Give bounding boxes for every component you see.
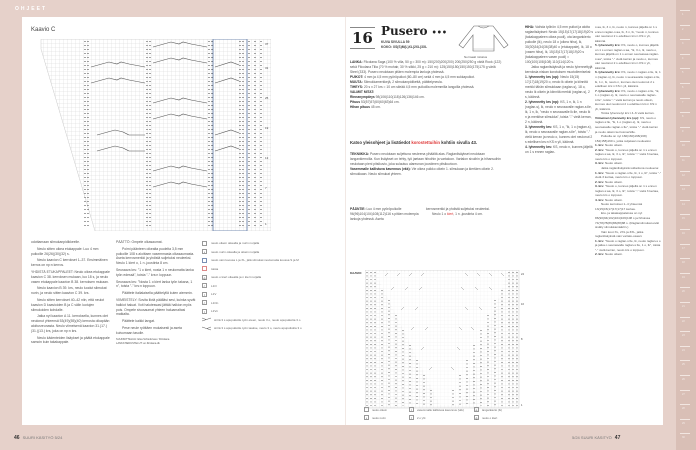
instruction: Etu- ja takakappaleissa on nyt 86(90)94(102)104(106)108 s ja hihoissa 74(78)78(86)86(88)88 s. (Raglansilmukat eivät sisälly silmukkamääriin.) bbox=[595, 211, 659, 230]
ruler-tick bbox=[680, 171, 690, 172]
ruler-tick bbox=[680, 244, 690, 245]
sizes: KOKO: XS(S)M(L)XL(2XL)3XL bbox=[381, 45, 428, 49]
twisted-stitch-icon: ϱ bbox=[475, 416, 478, 420]
pattern-subtitle bbox=[381, 40, 427, 50]
instruction: 5. lyhennetty krs: KS, neulo o, kunnes jäljellä on 1 s ennen raglan-s:aa, "lk, 3 o, lk, neulo o, kunnes jäljellä on 1 s ennen seuraavaa raglan-s:aa", toista "-" vielä kerran ja neulo o, kunnes olet neulonut 2 s edellisen krs:n KS:n yli, käännä. bbox=[595, 43, 659, 70]
paragraph: YHDISTÄ ETUKAPPALEET: Neulo oikea etukappale kaavion C 38. kerroksen mukaan, luo 18 s, ja neulo vasen etukappale kaavion B 38. kerroksen mukaan. bbox=[31, 269, 110, 284]
ruler-tick bbox=[680, 141, 690, 142]
ruler-tick-label: 23 bbox=[682, 334, 685, 338]
ruler-tick bbox=[680, 331, 690, 332]
svg-text:13: 13 bbox=[265, 156, 269, 160]
ruler-tick-label: 11 bbox=[682, 159, 685, 162]
ruler-tick bbox=[680, 360, 690, 361]
instruction: 2. krs: "Neulo o, kunnes jäljellä on 1 s ennen raglan-s:aa, lk, 3 o, lk", toista "-" vielä 3 kertaa, neulo krs o loppuun. bbox=[595, 147, 659, 161]
chart-c-title: Kaavio C bbox=[31, 27, 56, 33]
ruler-tick bbox=[680, 127, 690, 128]
ruler-tick-label: 5 bbox=[682, 71, 684, 75]
paragraph: Jatka nyt kaavion A 11. kerroksella, kunnes olet neulonut yhteensä 53(49)(55)(40) kerrosta olkapään aloitusreunasta. Neulo viimeisenä kaavion 31.(17.)(31.)(13.) krs, joka on np:n krs. bbox=[31, 314, 110, 333]
ruler-tick-label: 28 bbox=[682, 407, 685, 411]
ruler-tick-label: 26 bbox=[682, 378, 685, 381]
paragraph: Neulo kaavion C kerrokset 1–37. Ensimmäinen kerros on np:n kerros. bbox=[31, 258, 108, 268]
paragraph: kerrosmerkki ja yhdistä suljetuksi neuleeksi. bbox=[426, 207, 490, 211]
ruler-tick-label: 19 bbox=[682, 275, 685, 279]
technique bbox=[350, 152, 502, 177]
ruler-tick-label: 10 bbox=[682, 144, 685, 148]
left-column-1 bbox=[31, 240, 111, 347]
ruler-tick bbox=[680, 156, 690, 157]
legend-item bbox=[202, 307, 342, 316]
dot-square-icon: • bbox=[365, 416, 368, 420]
legend-item bbox=[202, 256, 342, 265]
legend-label: siirrä 3 s apupuikolle työn eteen, neulo 3 o, neulo apupuikolta 3 o bbox=[214, 317, 301, 322]
svg-text:19: 19 bbox=[265, 126, 269, 130]
instruction: 1. krs: Neulo oikein. bbox=[595, 143, 623, 148]
yo-icon: o bbox=[475, 408, 478, 412]
instruction: 1. krs: "Neulo o raglan-s:lle, lk, 1 o, lk", toista "-" vielä 3 kertaa, neulo krs o loppuun. bbox=[595, 170, 661, 180]
material-line: MUUTA: Silmukkamerkkejä, 2 silmukanpidikettä, päättelyneula. bbox=[350, 80, 443, 84]
svg-text:1: 1 bbox=[521, 404, 523, 407]
ssk-icon: \ bbox=[409, 407, 414, 412]
ruler-tick bbox=[680, 98, 690, 99]
ruler-tick-label: 14 bbox=[682, 202, 685, 206]
instruction: Jatka raglanlisäyksiä ja neulo lyhennettyjä kerroksia niskan korotuksen muotoilemiseksi: bbox=[525, 65, 593, 74]
ruler-tick bbox=[680, 287, 690, 288]
m1rn-icon: \ bbox=[202, 309, 207, 314]
legend-item bbox=[202, 273, 342, 282]
chart-legend bbox=[202, 239, 342, 333]
left-column-2 bbox=[116, 240, 196, 349]
pattern-title bbox=[381, 24, 447, 38]
materials bbox=[350, 60, 502, 110]
material-line: Rinnanympärys 98(106)110(118)126(136)146 cm. bbox=[350, 95, 425, 99]
diagram-caption: Normaali mitoitus bbox=[464, 55, 488, 59]
instruction: s:aa, lk, 3 n, lk, neulo n, kunnes jäljellä on 1 s ennen raglan-s:aa, lk, 3 n, lk, "neulo n, kunnes olet neulonut 2 s edellisen krs:n KS:n yli, käännä. bbox=[595, 25, 659, 43]
ruler-tick-label: 8 bbox=[682, 115, 684, 119]
chart-legend-item: neulo oikein bbox=[364, 407, 387, 412]
cable-front-icon bbox=[202, 317, 211, 322]
cable-back-icon bbox=[202, 326, 211, 331]
instruction: Vain koot XL, 2XL ja 3XL, jatka raglanlisäyksiä vain vartalo-osaan: bbox=[595, 229, 644, 239]
chart-legend-item: ϱ neulo o kiert bbox=[475, 415, 498, 420]
ruler-tick-label: 20 bbox=[682, 290, 685, 294]
ruler-tick bbox=[680, 54, 690, 55]
ruler-tick-label: 17 bbox=[682, 246, 685, 250]
left-page bbox=[22, 17, 346, 425]
ruler-tick bbox=[680, 185, 690, 186]
ruler-tick bbox=[680, 375, 690, 376]
instruction: HIHA: Vaihda työhön 4,5 mm puikot ja aloita raglanlisäykset: Neulo 15(15)17(17)18(19)20 s (takakappaleen oikea puoli), ota langankierto puikolle (lk), neulo 18 o (oikea hiha), lk, 30(30)34(34)36(38)40 o (etukappale), lk, 18 o (vasen hiha), lk, 15(15)17(17)18(19)20 s (takakappaleen vasen puoli) = 100(100)108(108) 110(114)120 s. bbox=[525, 25, 593, 64]
empty-square-icon bbox=[364, 407, 369, 412]
m1ln-icon: ⁄ bbox=[202, 300, 207, 305]
right-page bbox=[346, 17, 663, 425]
material-line: LANKA: Filcolana Saga (100 % villa, 50 g = 300 m): 150(200)200(200) 200(250)250 g väriä Rock (122) sekä Filcolana Tilia (70 % mohair, 30 % silkki, 25 g = 210 m): 125(150)150(150)150(175)175 g väriä Steel (333). Pusero neulotaan pitäen molempia lankoja yhdessä. bbox=[350, 60, 502, 74]
legend-label: L1O bbox=[211, 283, 217, 288]
twisted-stitch-icon: ϱ bbox=[203, 275, 206, 280]
instruction: 3. krs: Neulo oikein. bbox=[595, 161, 623, 166]
k2tog-icon: / bbox=[409, 415, 414, 420]
svg-text:31: 31 bbox=[265, 66, 269, 70]
chart-legend-item: / 2 o yht bbox=[409, 415, 425, 420]
ruler-tick-label: 9 bbox=[682, 129, 684, 133]
ruler-tick bbox=[680, 433, 690, 434]
ruler-tick-label: 27 bbox=[682, 392, 685, 396]
legend-label: siirrä 3 s apupuikolle työn taakse, neulo 3 o, neulo apupuikolta 3 o bbox=[214, 326, 302, 331]
legend-label: neulo vain koossa L ja XL, jätä silmukat neulomatta koossa S ja M bbox=[211, 258, 299, 263]
blue-square-icon bbox=[202, 258, 207, 263]
paragraph: Poimi päänteen oikealta puolelta 3,5 mm puikoille 108 s aloittaen vasemmasta olkasaumasta. Aseta kerrosmerkki ja yhdistä suljetuksi neuleeksi. Neulo 1 kiert o, 1 n -joustinta 8 cm. bbox=[116, 246, 195, 266]
instruction: Jatka raglanlisäyksiä sulkettuna neuleena: bbox=[601, 165, 659, 170]
ruler-tick bbox=[680, 200, 690, 201]
svg-text:16: 16 bbox=[521, 303, 524, 306]
instruction: 3. lyhennetty krs: KS, 1 o, "lk, 1 o (raglan-s), lk, neulo o seuraavalle raglan-s:lle", toista "-" vielä kerran ja neulo o, kunnes olet neulonut 2 s edellisen krs:n KS:n yli, käännä. bbox=[525, 125, 593, 144]
legend-item bbox=[202, 282, 342, 291]
legend-item bbox=[202, 248, 342, 257]
instruction: Viimeinen lyhennetty krs (op): KS, neulo o raglan-s:lle, "lk, 1 o (raglan-s), lk, neulo o seuraavalle raglan-s:lle", toista "-" vielä kerran ja neulo oikein kerrosmerkille. bbox=[595, 115, 658, 134]
instruction: Toista lyhennetyt krs:t 4–6 vielä kerran. bbox=[601, 111, 655, 116]
ruler-tick bbox=[680, 83, 690, 84]
ruler-tick bbox=[680, 229, 690, 230]
legend-item bbox=[202, 290, 342, 299]
ruler-tick-label: 22 bbox=[682, 319, 685, 323]
ruler-tick bbox=[680, 390, 690, 391]
empty-square-icon bbox=[202, 241, 207, 246]
ruler-tick bbox=[680, 214, 690, 215]
chart-label: KAAVIO bbox=[350, 271, 362, 275]
ruler-tick-label: 3 bbox=[682, 42, 684, 46]
neckline-col-b bbox=[426, 207, 504, 217]
material-line: Hihan pituus 45 cm. bbox=[350, 105, 381, 109]
footer-left bbox=[14, 435, 62, 441]
paragraph: Neulo kädenteiden lisäykset ja päätä etukappale samoin kuin takakappale. bbox=[31, 335, 110, 345]
legend-label: neulo nurin oikealla ja oikein nurjalla bbox=[211, 249, 260, 254]
ruler-tick-label: 6 bbox=[682, 86, 684, 89]
ruler-tick bbox=[680, 10, 690, 11]
instruction: 1. lyhennetty krs (op): Neulo 15(15) 17(17)18(19)20 o, neulo lk oikein ja kiinnitä merkki tähän silmukkaan (raglan-s), 18 o, neulo lk oikein ja kiinnitä merkki (raglan-s), 2 s, käännä. bbox=[525, 75, 590, 99]
section-tag: OHJEET bbox=[15, 6, 48, 12]
material-line: TIHEYS: 20 s x 27 krs = 10 cm sileää 4,5 mm puikoilla molemmilla langoilla yhdessä. bbox=[350, 85, 475, 89]
ruler-tick bbox=[680, 39, 690, 40]
instructions-col-3 bbox=[595, 25, 661, 257]
technique-line: Vasemmalle kallistuva kavennus (vkk): Vie oikea puikko oikein 1. silmukaan ja kiertäen oikein 2. silmukkaan. Neulo silmukat yhteen. bbox=[350, 167, 494, 176]
photo-reference: KUVA SIVULLA 59 bbox=[381, 40, 410, 44]
instruction: 4. krs: Neulo oikein. bbox=[595, 197, 623, 202]
material-line: VALMIIT MITAT: bbox=[350, 90, 375, 94]
neckline-col-a: PÄÄNTIE: Luo 4 mm pyöröpuikolle 96(96)104(104)108(112)116 s pitäen molempia lankoja yhdessä. Aseta bbox=[350, 207, 419, 221]
ruler-tick-label: 24 bbox=[682, 348, 685, 352]
credits: SUUNNITTELIJA: Elsa Schiefervas / Filcolana LANKATIEDUSTELUT: en.filcolana.dk bbox=[116, 337, 170, 346]
legend-label: toista bbox=[211, 266, 219, 271]
general-instructions-note: Katso yleisohjeet ja lisätiedot korostettuihin kohtiin sivulla 43. bbox=[350, 140, 478, 145]
ruler-tick-label: 16 bbox=[682, 232, 685, 235]
paragraph: PÄÄTTÖ: Ompele olkasaumat. bbox=[116, 240, 163, 244]
ruler-tick bbox=[680, 346, 690, 347]
ruler-tick-label: 4 bbox=[682, 56, 684, 60]
svg-text:25: 25 bbox=[265, 96, 269, 100]
paragraph: Pese neule ryöttäen mukaisesti ja aseta kuivumaan tasolle. bbox=[116, 325, 182, 335]
legend-item bbox=[202, 239, 342, 248]
instruction: 4. lyhennetty krs: KS, neulo n, kunnes jäljellä on 1 s ennen raglan- bbox=[525, 145, 593, 154]
paragraph: Neulo sitten kerrokset 40–42 niin, että neulot kaavion D kaavioiden B ja C välin luotujen silmukoiden kohdalle. bbox=[31, 297, 105, 312]
material-line: PUIKOT: 4 mm ja 4,5 mm pyöröpuikot (60–80 cm) sekä 4 mm ja 4,5 mm sukkapuikot. bbox=[350, 75, 475, 79]
chart-legend-item: \ vasemmalle kallistuva kavennus (vkk) bbox=[409, 407, 464, 412]
chart-legend-item: o langankierto (lk) bbox=[475, 407, 502, 412]
paragraph: Päättele italialaisella päättelyllä kuten aiemmin. bbox=[122, 291, 193, 296]
instruction: 2. krs: Neulo oikein. bbox=[595, 252, 623, 257]
footer-right bbox=[572, 435, 620, 441]
material-line: Pituus 53(57)57(60)60(63)64 cm. bbox=[350, 100, 400, 104]
legend-label: L1Vn bbox=[211, 309, 219, 314]
ruler-tick bbox=[680, 25, 690, 26]
edge-ruler bbox=[676, 0, 696, 450]
ruler-tick bbox=[680, 112, 690, 113]
paragraph: Neulo kaavion B 39. krs, neulo luodut silmukat nurin, ja neulo sitten kaavion C 39. krs. bbox=[31, 286, 107, 296]
magazine-name: SUURI KÄSITYÖ 5/24 bbox=[22, 435, 63, 440]
legend-item bbox=[202, 324, 342, 333]
instruction: 6. lyhennetty krs: KS, neulo n raglan-s:lle, lk, 1 n (raglan-s), lk, neulo n seuraavalle raglan-s:lle, lk, 1 n, lk, neulo n, kunnes olet neulonut 2 s edellisen krs:n KS:n yli, käännä. bbox=[595, 70, 661, 89]
ruler-tick-label: 1 bbox=[682, 13, 684, 16]
ruler-tick-label: 30 bbox=[682, 436, 685, 440]
chart-legend-item: • neulo nurin bbox=[365, 415, 386, 420]
ruler-tick-label: 29 bbox=[682, 421, 685, 425]
ruler-tick-label: 2 bbox=[682, 27, 684, 31]
paragraph: Neulo sitten oikea etukappale: Luo 4 mm puikoille 26(26)(30)(32) s. bbox=[31, 246, 99, 256]
legend-item bbox=[202, 265, 342, 274]
ruler-tick bbox=[680, 273, 690, 274]
ruler-tick-label: 12 bbox=[682, 173, 685, 177]
ruler-tick-label: 21 bbox=[682, 305, 685, 308]
instruction: 2. krs: Neulo oikein. bbox=[595, 179, 623, 184]
svg-text:1: 1 bbox=[265, 222, 267, 226]
ruler-tick bbox=[680, 302, 690, 303]
ruler-tick-label: 18 bbox=[682, 261, 685, 265]
svg-text:37: 37 bbox=[265, 42, 269, 46]
m1l-icon: ⁄ bbox=[202, 283, 207, 288]
instruction: 1. krs: "Neulo o raglan-s:lle, lk, neulo raglan-s o ja jatka o seuraavalle raglan-s:lle, 1 o, lk", toista "-" vielä kerran, neulo krs o loppuun. bbox=[595, 238, 661, 252]
ruler-tick-label: 7 bbox=[682, 100, 684, 104]
paragraph: Seuraava krs: "Nosta 1 o kiert lanka työn takana, 1 n", toista "-" krs:n loppuun. bbox=[116, 279, 193, 289]
ruler-tick-label: 13 bbox=[682, 188, 685, 192]
legend-item bbox=[202, 316, 342, 325]
difficulty-rating: ••• bbox=[431, 27, 447, 37]
ruler-tick bbox=[680, 404, 690, 405]
highlight-link[interactable]: korostettuihin bbox=[411, 140, 441, 145]
instruction: 2. lyhennetty krs (np): KS, 1 n, lk, 1 n (raglan-s), lk, neulo n seuraavalle raglan-s:lle, lk, 1 n, lk, "neulo n seuraavalle lk:lle, neulo lk n ja merkitse silmukka", toista "-" vielä kerran, 2 n, käännä. bbox=[525, 100, 592, 124]
page-number: 46 bbox=[14, 435, 20, 441]
ruler-tick-label: 15 bbox=[682, 217, 685, 221]
instructions-col-2 bbox=[525, 25, 593, 155]
paragraph: Neulo 1 o kiert, 1 n -joustinta 4 cm. bbox=[432, 212, 483, 216]
paragraph: VIIMEISTELY: Sovita liiviä päälläsi sesi, kuinka syvät halkiot haluat. Voit halutessasi jättää halkion myös pois. Ompele sivusaumat yhteen haluamaltasi matkalta. bbox=[116, 297, 196, 317]
legend-label: neulo o kiert oikealla ja n kiert nurjalla bbox=[211, 275, 262, 280]
title-text: Pusero bbox=[381, 24, 428, 38]
instruction: 3. krs: "Neulo o, kunnes jäljellä on 1 s ennen raglan-s:aa, lk, 3 o, lk", toista "-" vielä 3 kertaa, neulo krs o loppuun. bbox=[595, 184, 659, 198]
ruler-tick-label: 25 bbox=[682, 363, 685, 367]
knitting-chart-c bbox=[31, 39, 271, 231]
ruler-tick bbox=[680, 317, 690, 318]
paragraph: Seuraava krs: "1 o kiert, nosta 1 n neulomatta lanka työn edessä", toista "-" krs:n loppuun. bbox=[116, 267, 194, 277]
legend-label: neulo oikein oikealla ja nurin nurjalla bbox=[211, 241, 260, 246]
ruler-tick bbox=[680, 258, 690, 259]
svg-text:7: 7 bbox=[265, 186, 267, 190]
svg-text:24: 24 bbox=[521, 273, 524, 276]
legend-label: L1On bbox=[211, 300, 219, 305]
sweater-diagram bbox=[456, 23, 511, 53]
instruction: Neulo kerrokset 1–4 yhteensä 13(15)15(17)17(17)17 kertaa. bbox=[595, 202, 643, 211]
page-number: 47 bbox=[614, 435, 621, 441]
paragraph: odottamaan silmukanpidikkeelle. bbox=[31, 240, 81, 244]
dot-square-icon: • bbox=[203, 250, 206, 255]
pattern-number: 16 bbox=[352, 29, 373, 47]
ruler-tick bbox=[680, 419, 690, 420]
legend-label: L1V bbox=[211, 292, 217, 297]
ruler-tick bbox=[680, 68, 690, 69]
legend-item bbox=[202, 299, 342, 308]
m1r-icon: \ bbox=[202, 292, 207, 297]
magazine-name: 5/24 SUURI KÄSITYÖ bbox=[572, 435, 612, 440]
instruction: Puikolla on nyt 160(160)168(168) 152(158)160 s, jotka suljetaan neuleeksi. bbox=[595, 134, 652, 143]
svg-text:8: 8 bbox=[521, 338, 523, 341]
technique-line: TEKNIIKKA: Pusero neulotaan suljettuna neuleena ylhäältä alas. Raglanlisäykset neulotaan langankierroilla. Kun lisäykset on tehty, työ jaetaan hihoihin ja vartaloon. Vartalon sivuihin ja hihansuihin neulotaan pieni pitsikuvio, joka sulautuu alareunan joustimen pitsikuvioon. bbox=[350, 152, 501, 166]
red-square-icon bbox=[202, 266, 207, 271]
instruction: 7. lyhennetty krs: KS, neulo o raglan-s:lle, "lk, 1 o (raglan-s), lk, neulo o seuraavalle raglan-s:lle", toista "-" vielä kerran ja neulo oikein, kunnes olet neulonut 2 s edellisen krs:n KS:n yli, käännä. bbox=[595, 88, 660, 111]
knitting-chart-raglan bbox=[365, 270, 525, 410]
paragraph: Päättele kaikki langat. bbox=[122, 319, 155, 324]
